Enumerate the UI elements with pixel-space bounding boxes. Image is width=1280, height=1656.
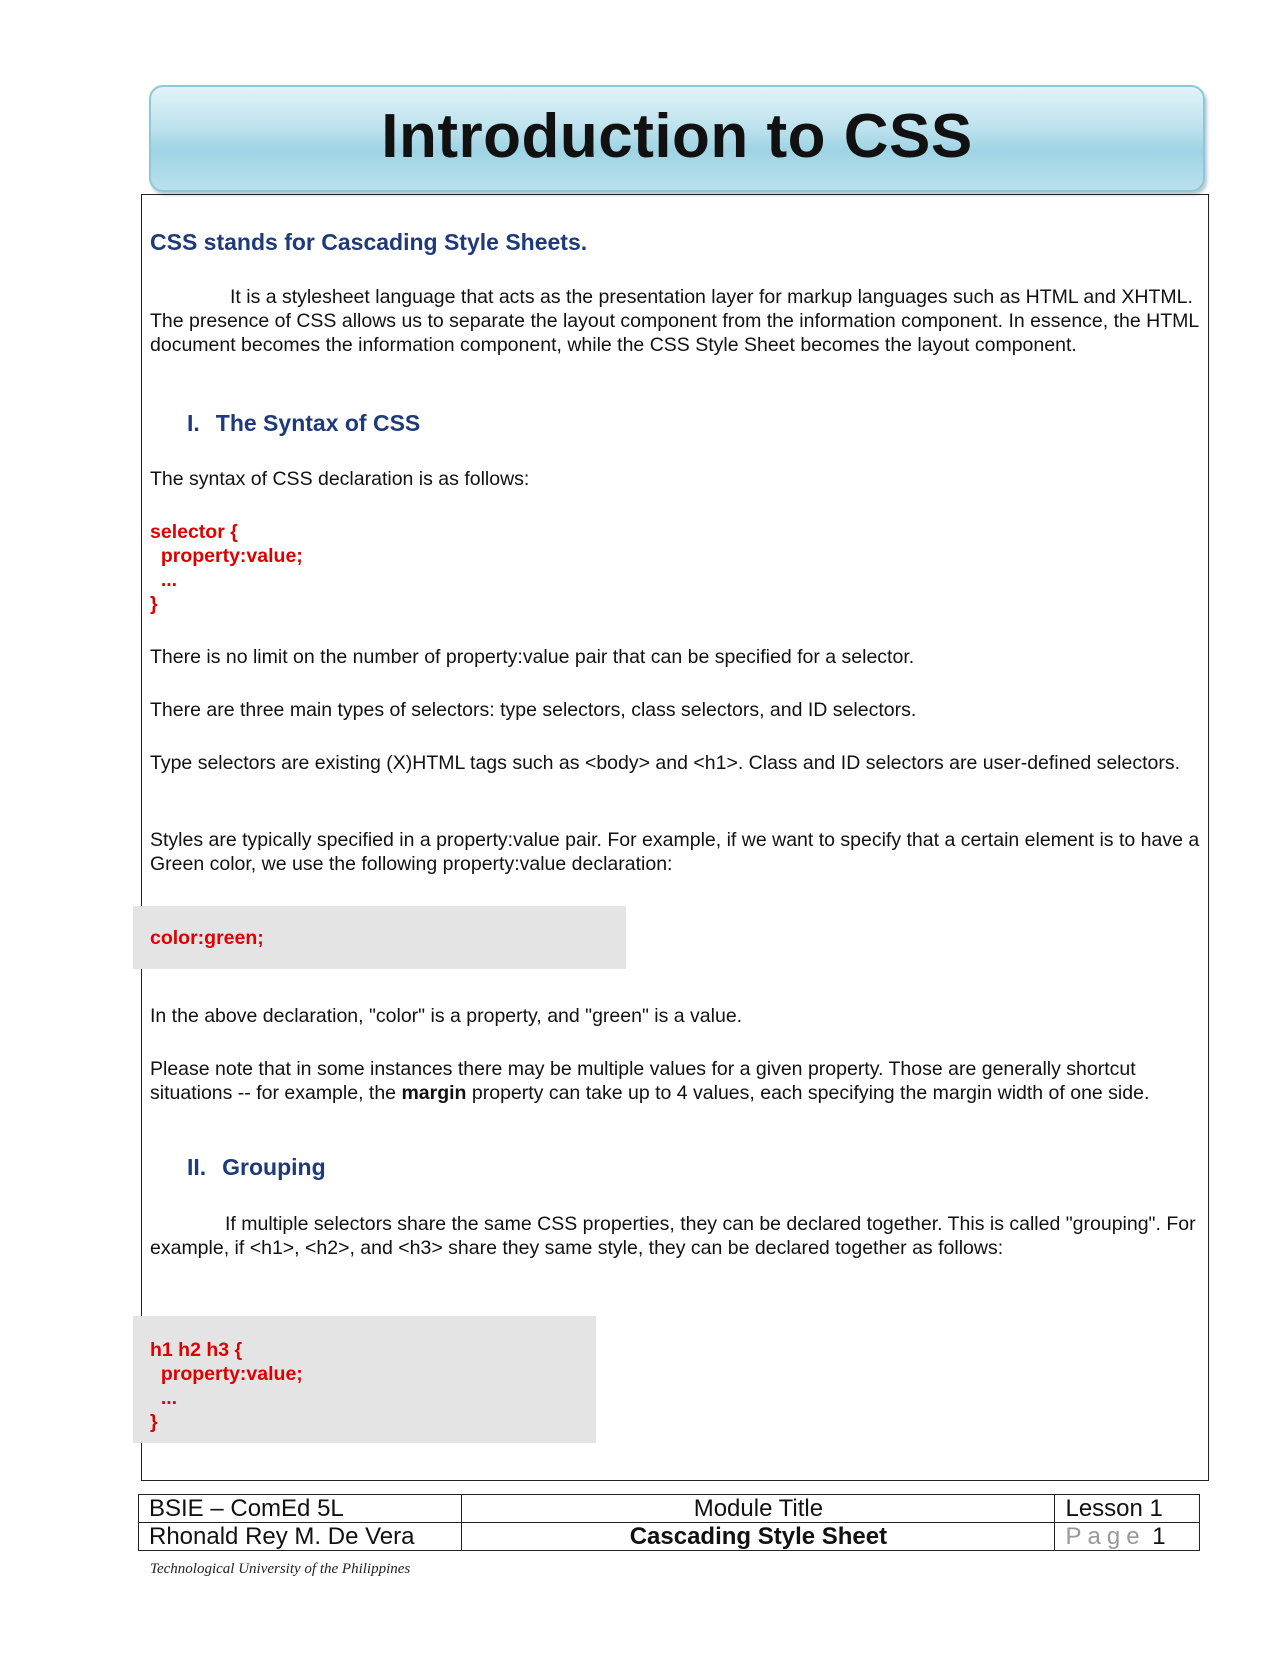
intro-heading: CSS stands for Cascading Style Sheets. bbox=[150, 229, 588, 255]
footer-page-label: Page bbox=[1065, 1523, 1146, 1550]
grouping-paragraph: If multiple selectors share the same CSS properties, they can be declared together. This is called "grouping". For example, if <h1>, <h2>, and <h3> share they same style, they can be declared together as follows: bbox=[150, 1213, 1196, 1259]
paragraph-type-selectors: Type selectors are existing (X)HTML tags such as <body> and <h1>. Class and ID selectors are user-defined selectors. bbox=[150, 752, 1181, 774]
section-1-title: The Syntax of CSS bbox=[215, 410, 421, 436]
paragraph-selector-types: There are three main types of selectors: type selectors, class selectors, and ID selectors. bbox=[150, 699, 917, 721]
syntax-lead: The syntax of CSS declaration is as follows: bbox=[150, 468, 530, 490]
code-line: } bbox=[150, 1411, 158, 1433]
paragraph-limit: There is no limit on the number of property:value pair that can be specified for a selector. bbox=[150, 646, 915, 668]
footer-course: BSIE – ComEd 5L bbox=[139, 1495, 462, 1523]
paragraph-declaration-explained: In the above declaration, "color" is a property, and "green" is a value. bbox=[150, 1005, 743, 1027]
paragraph-note bbox=[150, 1057, 1200, 1105]
footer-module-title: Cascading Style Sheet bbox=[462, 1523, 1055, 1551]
code-line: } bbox=[150, 593, 158, 615]
footer-author: Rhonald Rey M. De Vera bbox=[139, 1523, 462, 1551]
paragraph-styles: Styles are typically specified in a property:value pair. For example, if we want to specify that a certain element is to have a Green color, we use the following property:value declaration: bbox=[150, 829, 1200, 875]
footer-university: Technological University of the Philippines bbox=[150, 1561, 411, 1577]
color-example-box bbox=[133, 906, 626, 969]
intro-paragraph: It is a stylesheet language that acts as the presentation layer for markup languages such as HTML and XHTML. The presence of CSS allows us to separate the layout component from the information component. In essence, the HTML document becomes the information component, while the CSS Style Sheet becomes the layout component. bbox=[150, 286, 1199, 356]
section-2-heading bbox=[187, 1153, 1237, 1181]
code-line: selector { bbox=[150, 521, 238, 543]
code-line: h1 h2 h3 { bbox=[150, 1339, 243, 1361]
grouping-code-box bbox=[133, 1316, 596, 1443]
section-1-heading bbox=[187, 409, 1237, 437]
section-1-number: I. bbox=[187, 410, 200, 436]
section-2-number: II. bbox=[187, 1154, 207, 1180]
note-text-end: property can take up to 4 values, each specifying the margin width of one side. bbox=[466, 1082, 1150, 1104]
note-text-start: Please note that in some instances there may be multiple values for a given property. Those are generally shortcut situations -- for example, the bbox=[150, 1058, 1136, 1104]
footer-table bbox=[138, 1494, 1200, 1551]
code-line: property:value; bbox=[150, 1363, 303, 1385]
title-banner bbox=[149, 85, 1205, 192]
code-line: ... bbox=[150, 1387, 178, 1409]
code-line: property:value; bbox=[150, 545, 303, 567]
footer-page-number: 1 bbox=[1152, 1523, 1166, 1550]
footer-module-label: Module Title bbox=[462, 1495, 1055, 1523]
footer-page bbox=[1055, 1523, 1200, 1551]
color-example-code: color:green; bbox=[150, 927, 264, 949]
page-title: Introduction to CSS bbox=[381, 102, 973, 171]
footer-lesson: Lesson 1 bbox=[1055, 1495, 1200, 1523]
note-bold-margin: margin bbox=[401, 1082, 467, 1104]
section-2-title: Grouping bbox=[222, 1154, 326, 1180]
grouping-code-block bbox=[150, 1338, 303, 1434]
code-line: ... bbox=[150, 569, 178, 591]
syntax-code-block bbox=[150, 520, 303, 616]
